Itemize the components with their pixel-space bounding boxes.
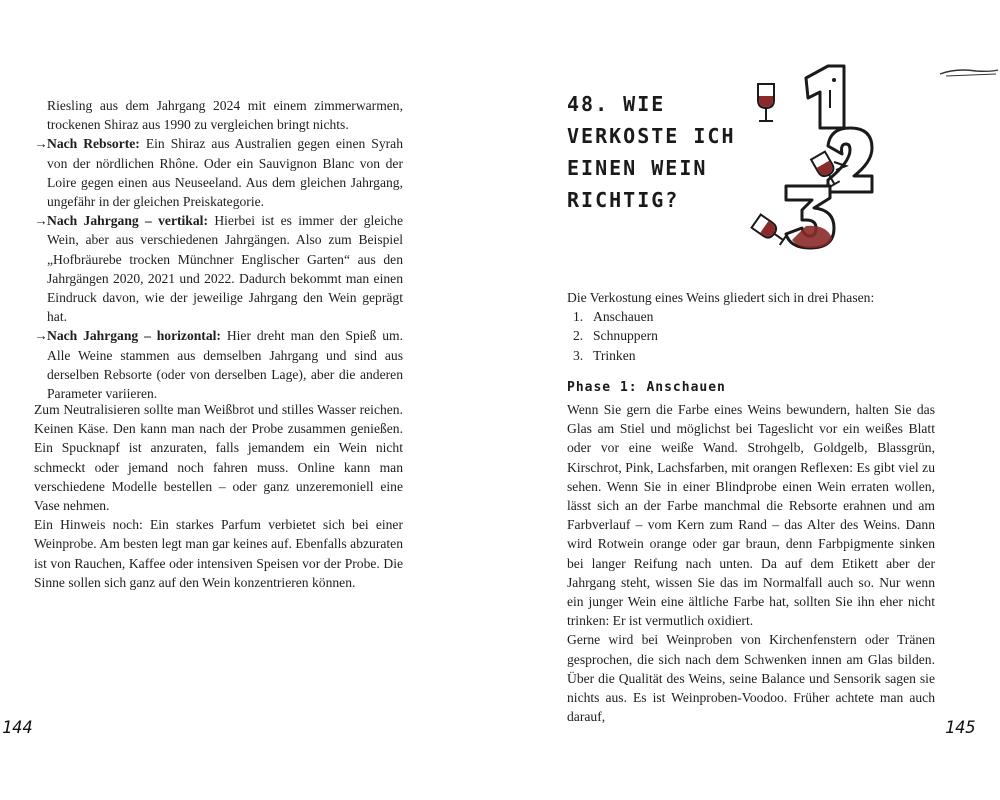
- title-line: 48. WIE: [567, 92, 666, 116]
- bullet-text: Hier dreht man den Spieß um. Alle Weine stammen aus demselben Jahrgang und sind aus derselben Rebsorte (oder von derselben Lage), aber die anderen Parameter variieren.: [47, 328, 403, 402]
- intro-section: [567, 288, 935, 365]
- title-line: EINEN WEIN: [567, 156, 708, 180]
- list-item-vertikal: [34, 211, 403, 326]
- number-one-drawing: [806, 66, 844, 128]
- list-item: [567, 346, 935, 365]
- list-label: Trinken: [593, 347, 636, 363]
- list-item: [567, 326, 935, 345]
- list-item-rebsorte: [34, 134, 403, 211]
- list-item-horizontal: [34, 326, 403, 403]
- list-number: 1.: [573, 309, 584, 325]
- wine-glass-icon: [752, 215, 788, 247]
- bullet-text: Hierbei ist es immer der gleiche Wein, aber aus verschiedenen Jahrgängen. Also zum Beispiel „Hofbräurebe trocken Münchner Englischer Garten“ aus den Jahrgängen 2020, 2021 und 2022. Dadurch bekommt man einen Eindruck davon, wie der jeweilige Jahrgang den Wein geprägt hat.: [47, 213, 403, 325]
- bullet-term: Nach Jahrgang – horizontal:: [47, 328, 221, 344]
- list-number: 2.: [573, 328, 584, 344]
- arrow-icon: →: [34, 136, 48, 152]
- list-label: Schnuppern: [593, 328, 658, 344]
- continued-text: [34, 96, 403, 403]
- bullet-term: Nach Rebsorte:: [47, 136, 140, 152]
- phase-list: [567, 307, 935, 365]
- title-line: VERKOSTE ICH: [567, 124, 736, 148]
- section-heading: Phase 1: Anschauen: [567, 380, 726, 395]
- page-number-left: 144: [2, 718, 33, 738]
- paragraph-voodoo: Gerne wird bei Weinproben von Kirchenfenstern oder Tränen gesprochen, die sich nach dem Schwenken innen am Glas bilden. Über die Qualität des Weins, seine Balance und Sensorik sagen sie nichts aus. Es ist Weinproben-Voodoo. Früher achtete man auch darauf,: [567, 632, 935, 725]
- page-number-right: 145: [945, 718, 976, 738]
- paragraph-neutralisieren: Zum Neutralisieren sollte man Weißbrot und stilles Wasser reichen. Keinen Käse. Den kann man nach der Probe zusammen genießen. Ein Spucknapf ist anzuraten, falls jemandem ein Wein nicht schmeckt oder jemand noch fahren muss. Online kann man verschiedene Modelle bestellen – oder ganz unzeremoniell eine Vase nehmen.: [34, 402, 403, 514]
- list-number: 3.: [573, 347, 584, 363]
- intro-text: Die Verkostung eines Weins gliedert sich in drei Phasen:: [567, 290, 875, 305]
- wine-glass-icon: [758, 84, 774, 121]
- wine-glasses-illustration: [746, 58, 882, 252]
- list-item: [567, 307, 935, 326]
- title-line: RICHTIG?: [567, 188, 680, 212]
- bullet-term: Nach Jahrgang – vertikal:: [47, 213, 208, 229]
- left-paragraphs: [34, 400, 403, 592]
- paragraph-hinweis: Ein Hinweis noch: Ein starkes Parfum verbietet sich bei einer Weinprobe. Am besten legt man gar keines auf. Ebenfalls abzuraten ist von Rauchen, Kaffee oder intensiven Speisen vor der Probe. Die Sinne sollen sich ganz auf den Wein konzentrieren können.: [34, 517, 403, 590]
- bullet-text: Ein Shiraz aus Australien gegen einen Syrah von der nördlichen Rhône. Oder ein Sauvignon Blanc von der Loire gegen einen aus Neuseeland. Aus dem gleichen Jahrgang, ungefähr in der gleichen Preiskategorie.: [47, 136, 403, 210]
- comparison-list: [34, 134, 403, 403]
- list-label: Anschauen: [593, 309, 654, 325]
- page-tab-marker: [936, 66, 1000, 78]
- phase-text: [567, 400, 935, 726]
- paragraph-anschauen: Wenn Sie gern die Farbe eines Weins bewundern, halten Sie das Glas am Stiel und möglichst bei Tageslicht vor ein weißes Blatt oder vor eine weiße Wand. Strohgelb, Goldgelb, Blassgrün, Kirschrot, Pink, Lachsfarben, mit orangen Reflexen: Es gibt viel zu sehen. Wenn Sie in einer Blindprobe einen Wein erraten wollen, lässt sich an der Farbe manchmal die Rebsorte erahnen und am Farbverlauf – vom Kern zum Rand – das Alter des Weins. Dann wird Rotwein orange oder gar braun, denn Farbpigmente sinken bei langer Reifung nach unten. Da auf dem Etikett aber der Jahrgang steht, wissen Sie das im Normalfall auch so. Nur wenn ein junger Wein eine ältliche Farbe hat, sollten Sie ihn eher nicht trinken: Er ist vermutlich oxidiert.: [567, 402, 935, 629]
- arrow-icon: →: [34, 213, 48, 229]
- arrow-icon: →: [34, 328, 48, 344]
- chapter-title: [567, 88, 737, 216]
- continued-line: Riesling aus dem Jahrgang 2024 mit einem zimmerwarmen, trockenen Shiraz aus 1990 zu vergleichen bringt nichts.: [47, 98, 403, 133]
- number-three-drawing: [786, 186, 834, 248]
- right-page: [500, 0, 1000, 800]
